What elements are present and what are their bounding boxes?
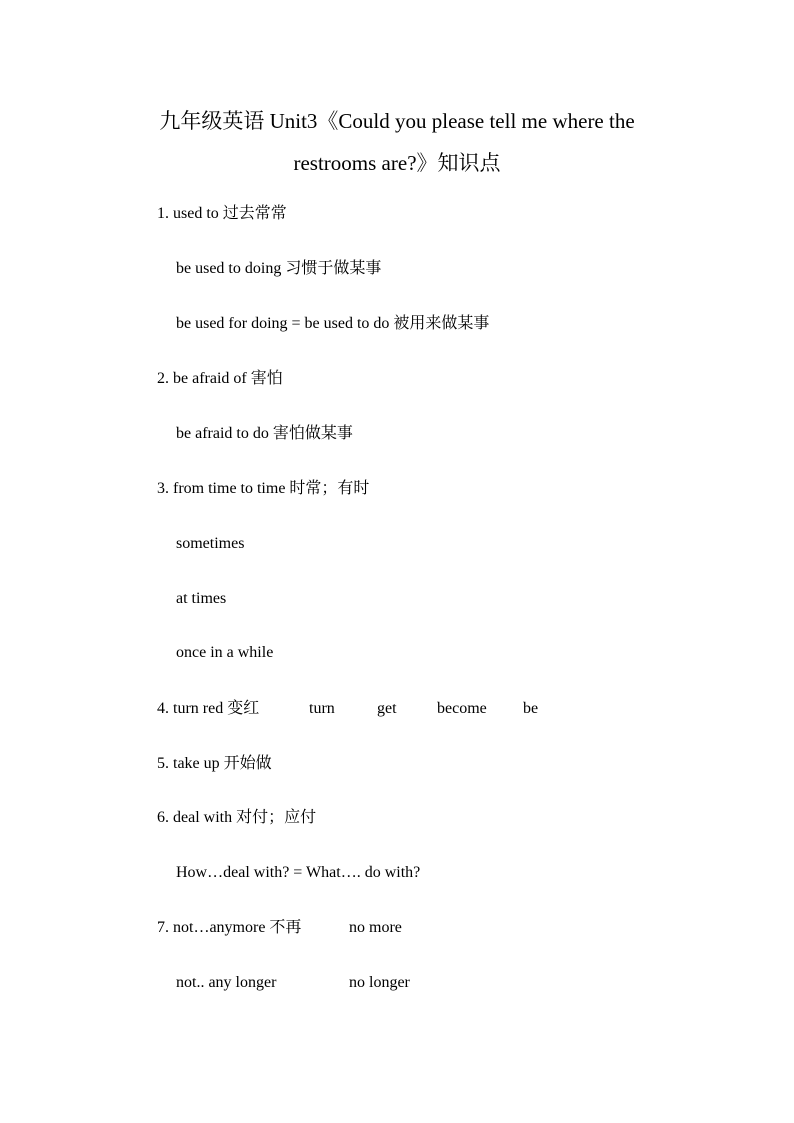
item-text: used to 过去常常 (169, 205, 287, 222)
synonym-word: no longer (349, 974, 410, 991)
synonym-word: turn (309, 700, 335, 717)
item-number: 2. (157, 370, 169, 387)
list-item-sub (176, 424, 353, 444)
item-text: turn red 变红 (173, 700, 260, 717)
item-text: once in a while (176, 644, 274, 661)
item-text: take up 开始做 (173, 755, 272, 772)
list-item-sub (176, 973, 276, 993)
synonym-word: become (437, 700, 487, 717)
item-text: be used to doing 习惯于做某事 (176, 260, 382, 277)
list-item-sub (176, 314, 489, 334)
title-line-1: 九年级英语 Unit3《Could you please tell me where the (159, 109, 635, 133)
list-item-sub (176, 259, 381, 279)
item-number: 5. (157, 755, 169, 772)
list-item-5 (157, 754, 272, 774)
item-text: not.. any longer (176, 974, 277, 991)
list-item-7 (157, 918, 301, 938)
item-number: 3. (157, 480, 169, 497)
synonym-word: no more (349, 919, 402, 936)
list-item-2 (157, 369, 283, 389)
item-number: 7. (157, 919, 169, 936)
item-number: 4. (157, 700, 169, 717)
list-item-3 (157, 479, 369, 499)
item-text: not…anymore 不再 (173, 919, 302, 936)
title-line-2: restrooms are?》知识点 (293, 151, 501, 175)
item-text: sometimes (176, 535, 245, 552)
item-number: 1. (157, 205, 169, 222)
list-item-1 (157, 204, 287, 224)
list-item-sub (176, 534, 244, 554)
item-number: 6. (157, 809, 169, 826)
item-text: deal with 对付；应付 (173, 809, 317, 826)
item-text: be afraid of 害怕 (173, 370, 283, 387)
list-item-sub (176, 589, 226, 609)
item-text: at times (176, 590, 227, 607)
list-item-sub (176, 643, 273, 663)
synonym-word: be (523, 700, 539, 717)
list-item-4 (157, 699, 259, 719)
item-text: How…deal with? = What…. do with? (176, 864, 421, 881)
item-text: be afraid to do 害怕做某事 (176, 425, 353, 442)
document-title (80, 100, 714, 184)
list-item-6 (157, 808, 316, 828)
synonym-word: get (377, 700, 397, 717)
item-text: be used for doing = be used to do 被用来做某事 (176, 315, 490, 332)
list-item-sub (176, 863, 420, 883)
item-text: from time to time 时常；有时 (173, 480, 370, 497)
